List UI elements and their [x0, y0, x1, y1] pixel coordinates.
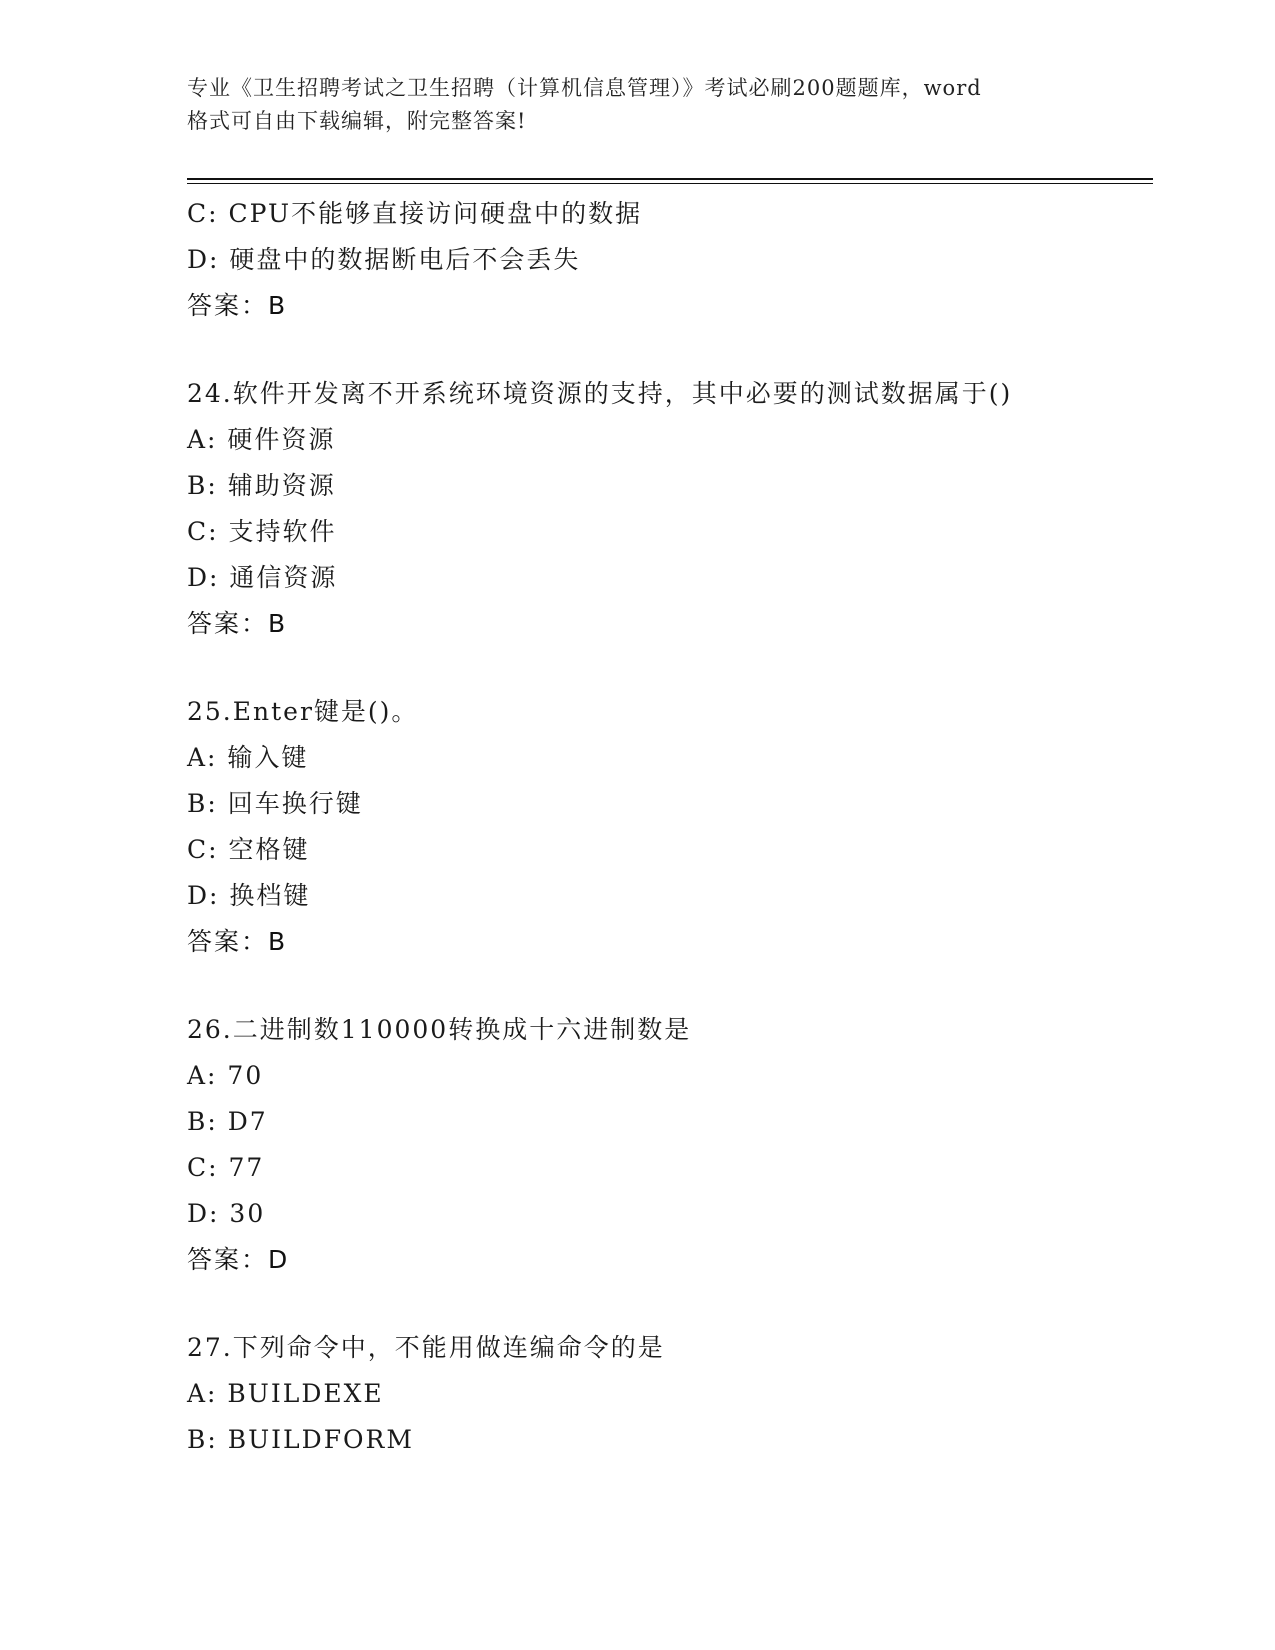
option-d: D: 通信资源	[187, 563, 338, 592]
question-stem: 26.二进制数110000转换成十六进制数是	[187, 1015, 692, 1044]
option-c: C: 支持软件	[187, 517, 337, 546]
option-c: C: 77	[187, 1153, 265, 1182]
question-block-26	[187, 1007, 1153, 1283]
option-b: B: BUILDFORM	[187, 1425, 414, 1454]
question-block-24	[187, 371, 1153, 647]
option-a: A: 70	[187, 1061, 264, 1090]
answer-line: 答案：B	[187, 291, 288, 320]
answer-line: 答案：B	[187, 609, 288, 638]
option-d: D: 换档键	[187, 881, 311, 910]
question-block-23-continued	[187, 191, 1153, 329]
option-b: B: 回车换行键	[187, 789, 363, 818]
option-c: C: 空格键	[187, 835, 310, 864]
question-stem: 25.Enter键是()。	[187, 697, 419, 726]
answer-line: 答案：B	[187, 927, 288, 956]
question-stem: 27.下列命令中，不能用做连编命令的是	[187, 1333, 665, 1362]
option-c: C: CPU不能够直接访问硬盘中的数据	[187, 199, 643, 228]
header-divider-thin	[187, 183, 1153, 184]
spacer	[187, 329, 1153, 371]
spacer	[187, 1283, 1153, 1325]
option-b: B: D7	[187, 1107, 268, 1136]
option-a: A: 输入键	[187, 743, 309, 772]
option-d: D: 硬盘中的数据断电后不会丢失	[187, 245, 581, 274]
header-divider-thick	[187, 178, 1153, 180]
spacer	[187, 965, 1153, 1007]
option-b: B: 辅助资源	[187, 471, 336, 500]
document-header	[187, 72, 1087, 138]
option-d: D: 30	[187, 1199, 266, 1228]
header-title-line-2: 格式可自由下载编辑，附完整答案!	[187, 109, 527, 133]
spacer	[187, 647, 1153, 689]
question-stem: 24.软件开发离不开系统环境资源的支持，其中必要的测试数据属于()	[187, 379, 1013, 408]
header-title-line-1: 专业《卫生招聘考试之卫生招聘（计算机信息管理）》考试必刷200题题库，word	[187, 76, 982, 100]
option-a: A: 硬件资源	[187, 425, 336, 454]
option-a: A: BUILDEXE	[187, 1379, 384, 1408]
question-block-27	[187, 1325, 1153, 1463]
question-list	[187, 191, 1153, 1463]
question-block-25	[187, 689, 1153, 965]
answer-line: 答案：D	[187, 1245, 290, 1274]
